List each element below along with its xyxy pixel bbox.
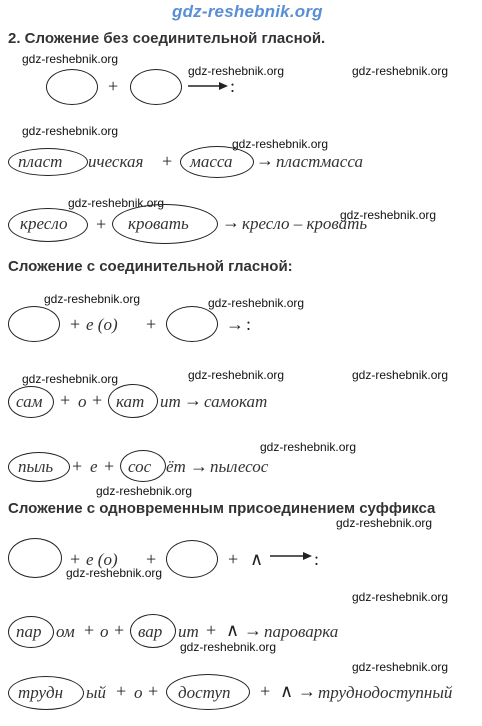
linking-vowel: е: [90, 457, 98, 476]
arrow-icon: →: [298, 681, 316, 701]
watermark-label: gdz-reshebnik.org: [66, 566, 163, 580]
linking-vowel: о: [100, 622, 109, 641]
plus-sign: +: [104, 456, 115, 476]
plus-sign: +: [148, 681, 159, 701]
watermark-label: gdz-reshebnik.org: [188, 64, 285, 78]
empty-root-oval: [8, 538, 62, 578]
root-text: пласт: [18, 152, 63, 171]
watermark-label: gdz-reshebnik.org: [68, 196, 165, 210]
watermark-label: gdz-reshebnik.org: [352, 368, 449, 382]
root-text: кат: [116, 392, 145, 411]
plus-sign: +: [146, 314, 157, 334]
plus-sign: +: [116, 681, 127, 701]
word-rest-text: ом: [56, 622, 75, 641]
word-rest-text: ическая: [88, 152, 144, 171]
plus-sign: +: [84, 620, 95, 640]
result-word: пароварка: [264, 622, 339, 641]
watermark-label: gdz-reshebnik.org: [22, 52, 119, 66]
plus-sign: +: [72, 456, 83, 476]
watermark-label: gdz-reshebnik.org: [336, 516, 433, 530]
root-text: трудн: [18, 683, 64, 702]
root-text: пар: [16, 622, 42, 641]
plus-sign: +: [260, 681, 271, 701]
word-text: кресло: [20, 214, 68, 233]
arrow-icon: →: [190, 456, 208, 476]
plus-sign: +: [70, 314, 81, 334]
word-text: кровать: [128, 214, 189, 233]
root-text: вар: [138, 622, 163, 641]
arrow-icon: →: [244, 620, 262, 640]
watermark-label: gdz-reshebnik.org: [22, 372, 119, 386]
empty-root-oval: [166, 306, 218, 342]
plus-sign: +: [206, 620, 217, 640]
root-text: сос: [128, 457, 152, 476]
plus-sign: +: [146, 549, 157, 569]
watermark-label: gdz-reshebnik.org: [96, 484, 193, 498]
arrow-icon: →: [256, 150, 274, 170]
word-rest-text: ёт: [166, 457, 186, 476]
watermark-label: gdz-reshebnik.org: [260, 440, 357, 454]
arrow-icon: →: [222, 212, 240, 232]
section-title-no-linking-vowel: 2. Сложение без соединительной гласной.: [8, 30, 326, 47]
colon: :: [230, 76, 236, 96]
plus-sign: +: [108, 76, 119, 96]
arrow-icon: →: [184, 390, 202, 410]
empty-root-oval: [46, 69, 98, 105]
colon: :: [246, 314, 252, 334]
linking-vowel-label: е (о): [86, 315, 118, 334]
site-watermark: gdz-reshebnik.org: [172, 2, 323, 21]
arrow-icon: [270, 550, 312, 562]
word-rest-text: ит: [178, 622, 199, 641]
plus-sign: +: [96, 214, 107, 234]
watermark-label: gdz-reshebnik.org: [352, 660, 449, 674]
suffix-mark-icon: ∧: [250, 549, 264, 569]
suffix-mark-icon: ∧: [280, 681, 294, 701]
plus-sign: +: [92, 390, 103, 410]
plus-sign: +: [114, 620, 125, 640]
colon: :: [314, 549, 320, 569]
result-word: труднодоступный: [318, 683, 453, 702]
plus-sign: +: [60, 390, 71, 410]
linking-vowel: о: [134, 683, 143, 702]
watermark-label: gdz-reshebnik.org: [352, 590, 449, 604]
watermark-label: gdz-reshebnik.org: [22, 124, 119, 138]
result-word: кресло – кровать: [242, 214, 368, 233]
arrow-icon: [188, 80, 228, 92]
watermark-label: gdz-reshebnik.org: [232, 137, 329, 151]
watermark-label: gdz-reshebnik.org: [188, 368, 285, 382]
empty-root-oval: [130, 69, 182, 105]
linking-vowel: о: [78, 392, 87, 411]
empty-root-oval: [166, 540, 218, 578]
watermark-label: gdz-reshebnik.org: [208, 296, 305, 310]
empty-root-oval: [8, 306, 60, 342]
root-text: доступ: [178, 683, 231, 702]
plus-sign: +: [228, 549, 239, 569]
root-text: сам: [16, 392, 43, 411]
root-text: масса: [190, 152, 233, 171]
watermark-label: gdz-reshebnik.org: [352, 64, 449, 78]
arrow-icon: →: [226, 314, 244, 334]
word-rest-text: ит: [160, 392, 181, 411]
root-text: пыль: [18, 457, 54, 476]
section-title-linking-vowel-suffix: Сложение с одновременным присоединением суффикса: [8, 500, 436, 517]
plus-sign: +: [70, 549, 81, 569]
result-word: пылесос: [210, 457, 269, 476]
linking-vowel-label: е (о): [86, 550, 118, 569]
watermark-label: gdz-reshebnik.org: [44, 292, 141, 306]
word-rest-text: ый: [86, 683, 107, 702]
section-title-linking-vowel: Сложение с соединительной гласной:: [8, 258, 293, 275]
result-word: пластмасса: [276, 152, 363, 171]
result-word: самокат: [204, 392, 268, 411]
suffix-mark-icon: ∧: [226, 620, 240, 640]
plus-sign: +: [162, 151, 173, 171]
watermark-label: gdz-reshebnik.org: [340, 208, 437, 222]
watermark-label: gdz-reshebnik.org: [180, 640, 277, 654]
